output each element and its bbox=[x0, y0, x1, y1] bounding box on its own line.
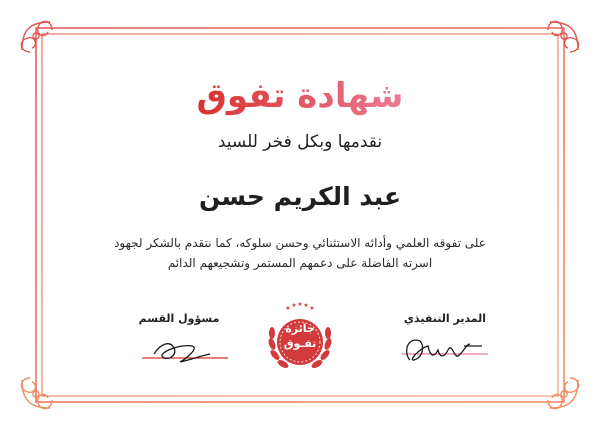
body-text-line-1: على تفوقه العلمي وأدائه الاستثنائي وحسن سلوكه، كما نتقدم بالشكر لجهود bbox=[114, 236, 486, 250]
svg-text:★: ★ bbox=[285, 305, 291, 312]
recipient-name: عبد الكريم حسن bbox=[198, 182, 402, 211]
star-icon bbox=[285, 301, 314, 312]
body-text-line-2: اسرته الفاضلة على دعمهم المستمر وتشجيعهم الدائم bbox=[167, 256, 433, 270]
certificate-subtitle: نقدمها وبكل فخر للسيد bbox=[217, 132, 383, 152]
title-text: شهادة تفوق bbox=[196, 76, 404, 116]
award-badge bbox=[262, 300, 338, 376]
svg-text:★: ★ bbox=[297, 301, 303, 308]
certificate-title bbox=[0, 76, 600, 116]
svg-text:★: ★ bbox=[303, 302, 309, 309]
signature-label-department-head: مسؤول القسم bbox=[138, 312, 220, 325]
signature-left bbox=[140, 330, 230, 370]
signature-label-executive-director: المدير التنفيذي bbox=[403, 312, 487, 325]
signature-right bbox=[400, 330, 490, 370]
svg-text:★: ★ bbox=[309, 305, 315, 312]
badge-text-line-2: تفـوق bbox=[283, 337, 317, 350]
badge-text-line-1: جائزة bbox=[285, 322, 315, 335]
svg-text:★: ★ bbox=[291, 302, 297, 309]
